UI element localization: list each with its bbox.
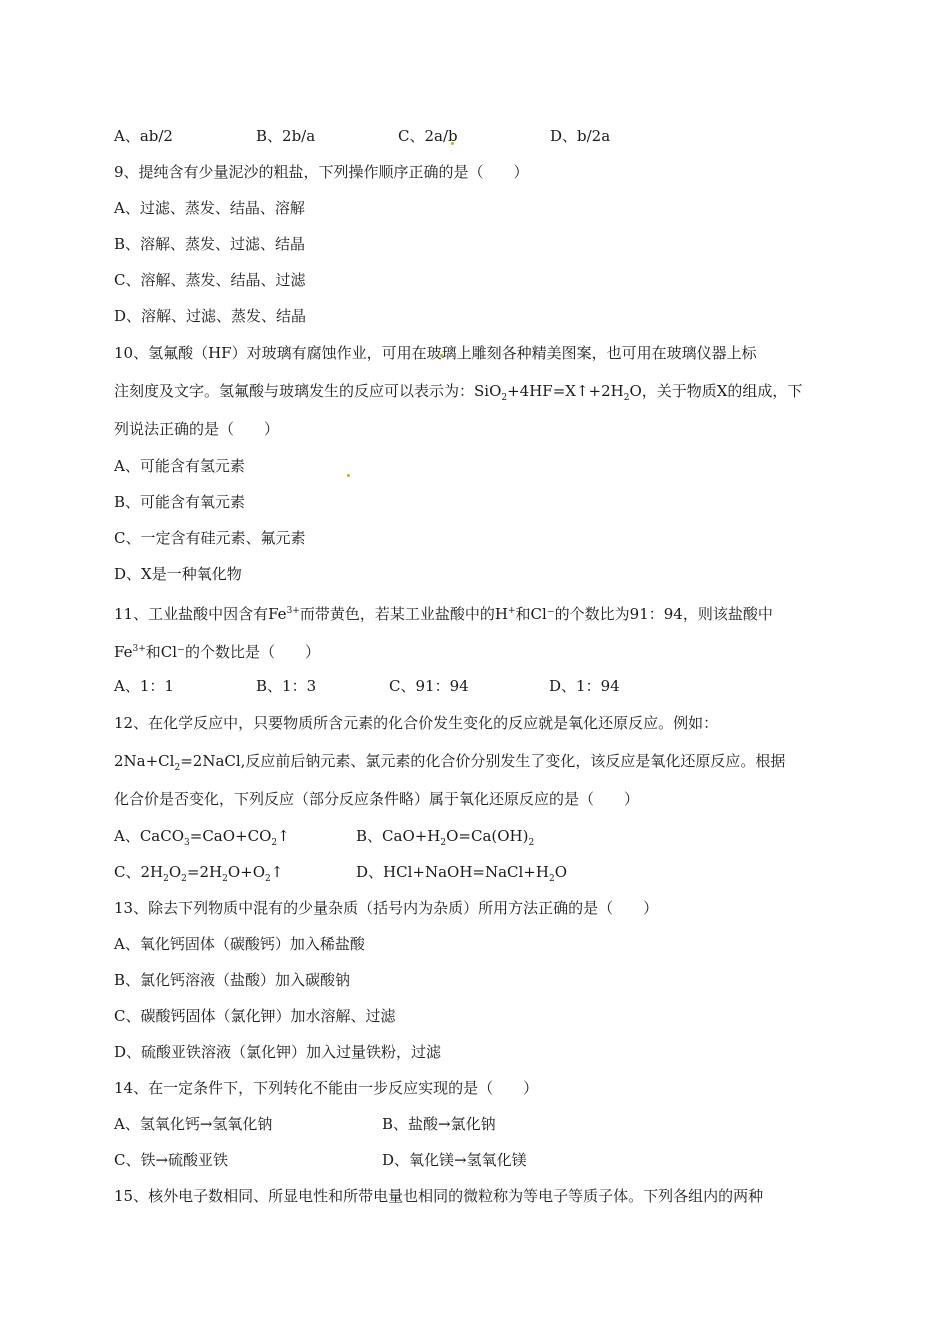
- q11-stem-line1: [114, 592, 838, 630]
- subscript: 2: [548, 874, 555, 884]
- q12-text: =CaO+CO: [189, 827, 272, 845]
- subscript: 2: [174, 763, 181, 773]
- q12-text: O=Ca(OH): [446, 827, 529, 845]
- q13-option-a: A、氧化钙固体（碳酸钙）加入稀盐酸: [114, 935, 365, 953]
- q10-option-d: D、X是一种氧化物: [114, 565, 242, 583]
- q10-stem-line2: [114, 372, 838, 410]
- q9-option-d: D、溶解、过滤、蒸发、结晶: [114, 307, 307, 325]
- q12-option-a: [114, 818, 356, 854]
- q11-stem-line2: [114, 630, 838, 668]
- q15-stem: 15、核外电子数相同、所显电性和所带电量也相同的微粒称为等电子等质子体。下列各组内的两种: [114, 1187, 764, 1205]
- subscript: 3: [184, 838, 190, 848]
- q11-text: Fe: [114, 643, 133, 661]
- q12-option-d: [356, 854, 567, 890]
- q12-stem-line3: 化合价是否变化，下列反应（部分反应条件略）属于氧化还原反应的是（ ）: [114, 790, 640, 808]
- q12-text: A、CaCO: [114, 827, 185, 845]
- q12-text: D、HCl+NaOH=NaCl+H: [356, 863, 549, 881]
- q12-text: 2Na+Cl: [114, 752, 175, 770]
- q10-text: 注刻度及文字。氢氟酸与玻璃发生的反应可以表示为：SiO: [114, 382, 502, 400]
- q12-options-ab: [114, 818, 838, 854]
- q10-option-b: B、可能含有氧元素: [114, 493, 246, 511]
- q12-text: =2H: [186, 863, 223, 881]
- subscript: 2: [181, 874, 187, 884]
- superscript: 3+: [286, 606, 300, 616]
- q10-option-c: C、一定含有硅元素、氟元素: [114, 529, 306, 547]
- subscript: 2: [440, 838, 447, 848]
- q10-option-a: A、可能含有氢元素: [114, 457, 245, 475]
- q12-text: ↑: [277, 827, 290, 845]
- q11-text: 和Cl⁻的个数比为91：94，则该盐酸中: [515, 605, 773, 623]
- q8-options: [114, 118, 838, 154]
- q12-stem-line2: [114, 742, 838, 780]
- subscript: 2: [271, 838, 278, 848]
- exam-page: [114, 118, 838, 1214]
- q14-option-a: A、氢氧化钙→氢氧化钠: [114, 1115, 273, 1133]
- superscript: +: [507, 606, 516, 616]
- q11-option-d: D、1：94: [549, 677, 620, 695]
- q14-options-ab: [114, 1106, 838, 1142]
- q11-text: 11、工业盐酸中因含有Fe: [114, 605, 287, 623]
- q13-stem: 13、除去下列物质中混有的少量杂质（括号内为杂质）所用方法正确的是（ ）: [114, 899, 659, 917]
- q12-option-b: [356, 818, 534, 854]
- q11-text: 和Cl⁻的个数比是（ ）: [145, 643, 320, 661]
- q12-text: C、2H: [114, 863, 164, 881]
- subscript: 2: [222, 874, 228, 884]
- q9-option-b: B、溶解、蒸发、过滤、结晶: [114, 235, 306, 253]
- q13-option-b: B、氯化钙溶液（盐酸）加入碳酸钠: [114, 971, 351, 989]
- q8-option-d: D、b/2a: [550, 127, 611, 145]
- q13-option-d: D、硫酸亚铁溶液（氯化钾）加入过量铁粉，过滤: [114, 1043, 442, 1061]
- q11-option-b: B、1：3: [256, 677, 317, 695]
- q8-option-a: A、ab/2: [114, 127, 173, 145]
- q12-text: O: [554, 863, 568, 881]
- q14-option-b: B、盐酸→氯化钠: [382, 1115, 496, 1133]
- q12-text: O: [168, 863, 182, 881]
- subscript: 2: [163, 874, 169, 884]
- q9-option-a: A、过滤、蒸发、结晶、溶解: [114, 199, 305, 217]
- q12-text: O+O: [227, 863, 265, 881]
- q14-option-d: D、氧化镁→氢氧化镁: [382, 1151, 527, 1169]
- q9-option-c: C、溶解、蒸发、结晶、过滤: [114, 271, 306, 289]
- superscript: 3+: [132, 644, 146, 654]
- q10-stem-line3: 列说法正确的是（ ）: [114, 420, 280, 438]
- q14-stem: 14、在一定条件下，下列转化不能由一步反应实现的是（ ）: [114, 1079, 539, 1097]
- q8-option-b: B、2b/a: [256, 127, 316, 145]
- q8-option-c: C、2a/b: [398, 127, 458, 145]
- subscript: 2: [623, 393, 630, 403]
- q10-stem-line1: 10、氢氟酸（HF）对玻璃有腐蚀作业，可用在玻璃上雕刻各种精美图案，也可用在玻璃仪器上标: [114, 344, 757, 362]
- subscript: 2: [265, 874, 271, 884]
- q11-options: [114, 668, 838, 704]
- q12-text: ↑: [270, 863, 284, 881]
- q14-options-cd: [114, 1142, 838, 1178]
- q10-text: +4HF=X↑+2H: [507, 382, 624, 400]
- subscript: 2: [501, 393, 508, 403]
- q12-text: =2NaCl,反应前后钠元素、氯元素的化合价分别发生了变化，该反应是氧化还原反应。根据: [180, 752, 786, 770]
- q11-option-c: C、91：94: [389, 677, 469, 695]
- q11-text: 而带黄色，若某工业盐酸中的H: [299, 605, 508, 623]
- q10-text: O，关于物质X的组成，下: [629, 382, 803, 400]
- q12-option-c: [114, 854, 356, 890]
- q12-text: B、CaO+H: [356, 827, 441, 845]
- q14-option-c: C、铁→硫酸亚铁: [114, 1151, 229, 1169]
- q12-stem-line1: 12、在化学反应中，只要物质所含元素的化合价发生变化的反应就是氧化还原反应。例如：: [114, 714, 719, 732]
- q12-options-cd: [114, 854, 838, 890]
- q13-option-c: C、碳酸钙固体（氯化钾）加水溶解、过滤: [114, 1007, 396, 1025]
- q11-option-a: A、1：1: [114, 677, 174, 695]
- q9-stem: 9、提纯含有少量泥沙的粗盐，下列操作顺序正确的是（ ）: [114, 163, 529, 181]
- subscript: 2: [528, 838, 535, 848]
